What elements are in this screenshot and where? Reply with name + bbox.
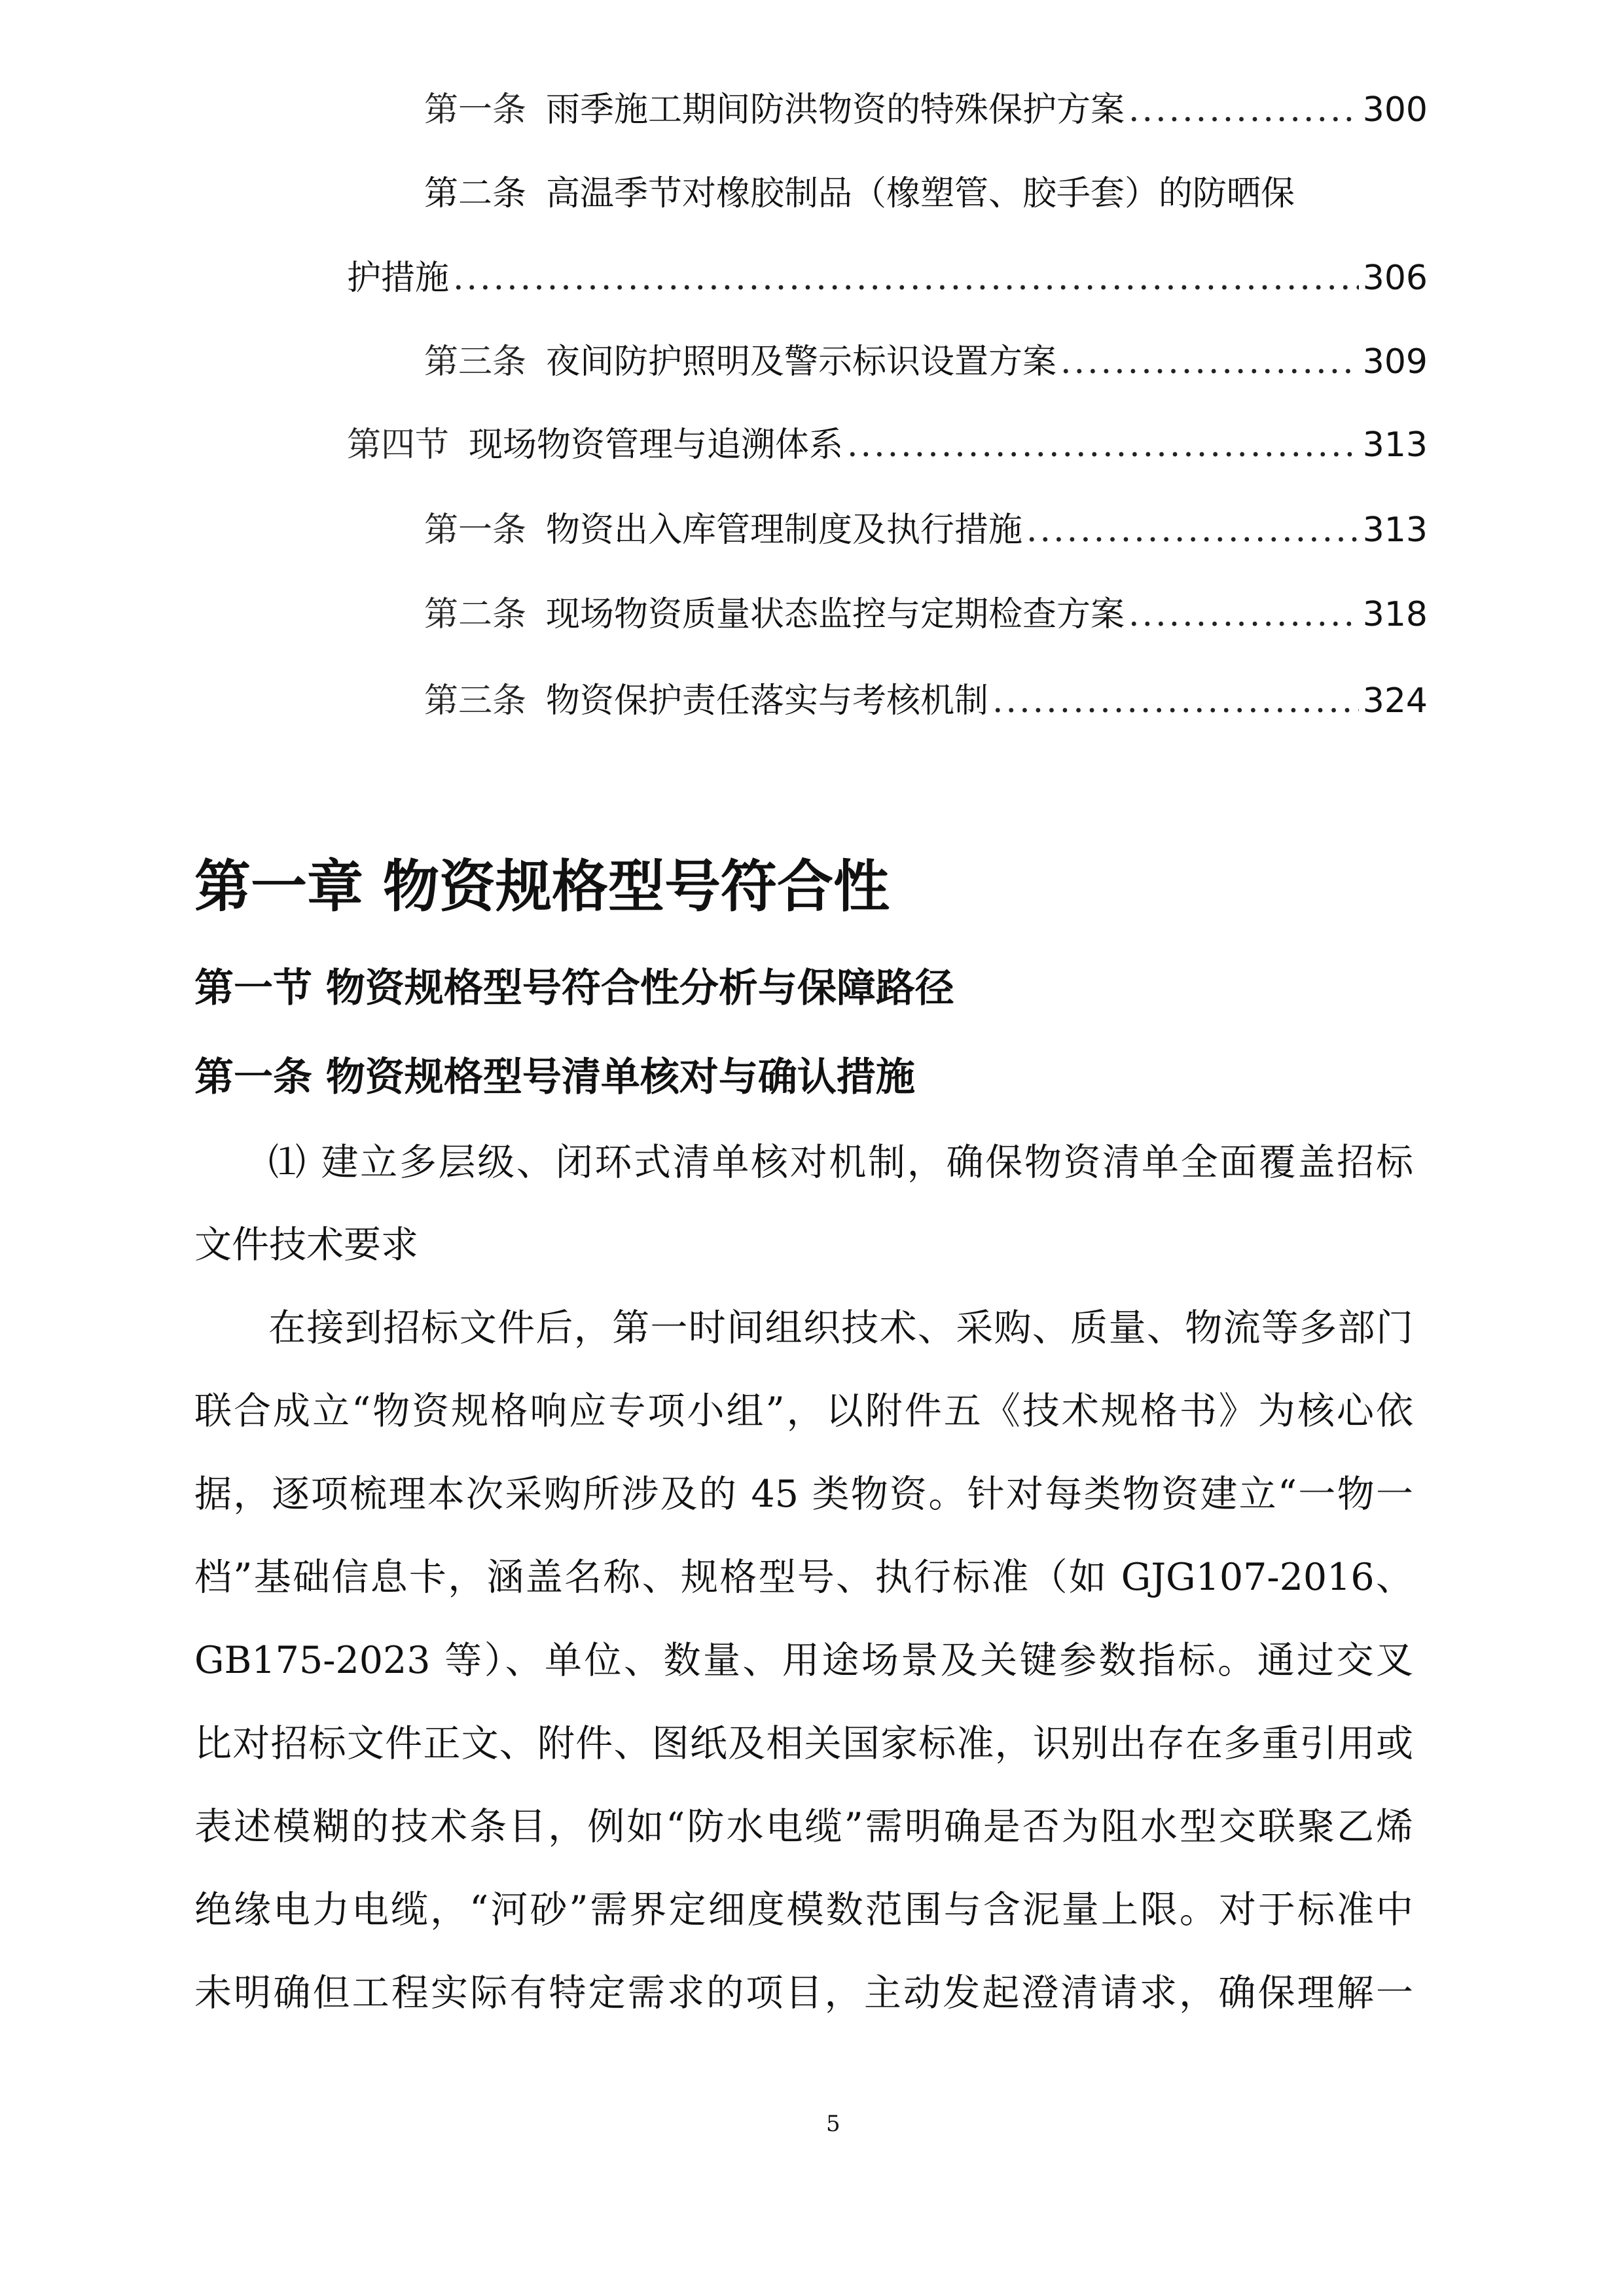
dot-leader <box>847 425 1359 465</box>
toc-entry[interactable] <box>424 334 1428 383</box>
toc-label: 第二条 <box>424 595 527 634</box>
toc-page: 300 <box>1362 90 1428 130</box>
chapter-title: 第一章 物资规格型号符合性 <box>194 854 890 920</box>
toc-label: 第二条 <box>424 174 527 213</box>
toc-title: 物资出入库管理制度及执行措施 <box>546 511 1023 550</box>
body-line: 档”基础信息卡，涵盖名称、规格型号、执行标准（如 GJG107-2016、 <box>194 1556 1413 1599</box>
body-line: ⑴ 建立多层级、闭环式清单核对机制，确保物资清单全面覆盖招标 <box>268 1141 1413 1184</box>
toc-title: 物资保护责任落实与考核机制 <box>546 681 989 721</box>
toc-page: 313 <box>1362 511 1428 550</box>
toc-entry[interactable] <box>347 417 1428 466</box>
toc-label: 第四节 <box>347 425 450 465</box>
body-line: 表述模糊的技术条目，例如“防水电缆”需明确是否为阻水型交联聚乙烯 <box>194 1805 1413 1848</box>
dot-leader <box>1060 342 1359 382</box>
toc-title: 雨季施工期间防洪物资的特殊保护方案 <box>546 90 1125 130</box>
toc-page: 309 <box>1362 342 1428 382</box>
toc-entry[interactable] <box>424 82 1428 131</box>
body-line: 文件技术要求 <box>194 1223 418 1266</box>
body-line: 绝缘电力电缆，“河砂”需界定细度模数范围与含泥量上限。对于标准中 <box>194 1888 1413 1931</box>
body-line: 据，逐项梳理本次采购所涉及的 45 类物资。针对每类物资建立“一物一 <box>194 1473 1413 1516</box>
body-line: GB175-2023 等）、单位、数量、用途场景及关键参数指标。通过交叉 <box>194 1639 1413 1682</box>
toc-entry[interactable] <box>424 502 1428 551</box>
body-line: 联合成立“物资规格响应专项小组”，以附件五《技术规格书》为核心依 <box>194 1390 1413 1433</box>
toc-title: 夜间防护照明及警示标识设置方案 <box>546 342 1057 382</box>
dot-leader <box>453 259 1359 298</box>
body-line: 在接到招标文件后，第一时间组织技术、采购、质量、物流等多部门 <box>268 1306 1413 1350</box>
toc-title: 现场物资管理与追溯体系 <box>469 425 844 465</box>
toc-entry-continuation[interactable] <box>347 250 1428 299</box>
toc-title-cont: 护措施 <box>347 259 450 298</box>
toc-page: 318 <box>1362 595 1428 634</box>
dot-leader <box>1128 595 1359 634</box>
toc-entry[interactable] <box>424 586 1428 636</box>
toc-label: 第一条 <box>424 511 527 550</box>
toc-label: 第三条 <box>424 342 527 382</box>
toc-label: 第一条 <box>424 90 527 130</box>
dot-leader <box>992 681 1359 721</box>
toc-title: 现场物资质量状态监控与定期检查方案 <box>546 595 1125 634</box>
toc-page: 324 <box>1362 681 1428 721</box>
toc-page: 306 <box>1362 259 1428 298</box>
section-title: 第一节 物资规格型号符合性分析与保障路径 <box>194 965 954 1011</box>
toc-label: 第三条 <box>424 681 527 721</box>
toc-entry[interactable] <box>424 673 1428 722</box>
dot-leader <box>1026 511 1359 550</box>
article-title: 第一条 物资规格型号清单核对与确认措施 <box>194 1054 915 1100</box>
toc-entry-wrapped[interactable] <box>424 166 1295 215</box>
page-number: 5 <box>826 2111 840 2137</box>
toc-title: 高温季节对橡胶制品（橡塑管、胶手套）的防晒保 <box>546 174 1295 213</box>
toc-page: 313 <box>1362 425 1428 465</box>
dot-leader <box>1128 90 1359 130</box>
body-line: 未明确但工程实际有特定需求的项目，主动发起澄清请求，确保理解一 <box>194 1971 1413 2015</box>
body-line: 比对招标文件正文、附件、图纸及相关国家标准，识别出存在多重引用或 <box>194 1722 1413 1765</box>
